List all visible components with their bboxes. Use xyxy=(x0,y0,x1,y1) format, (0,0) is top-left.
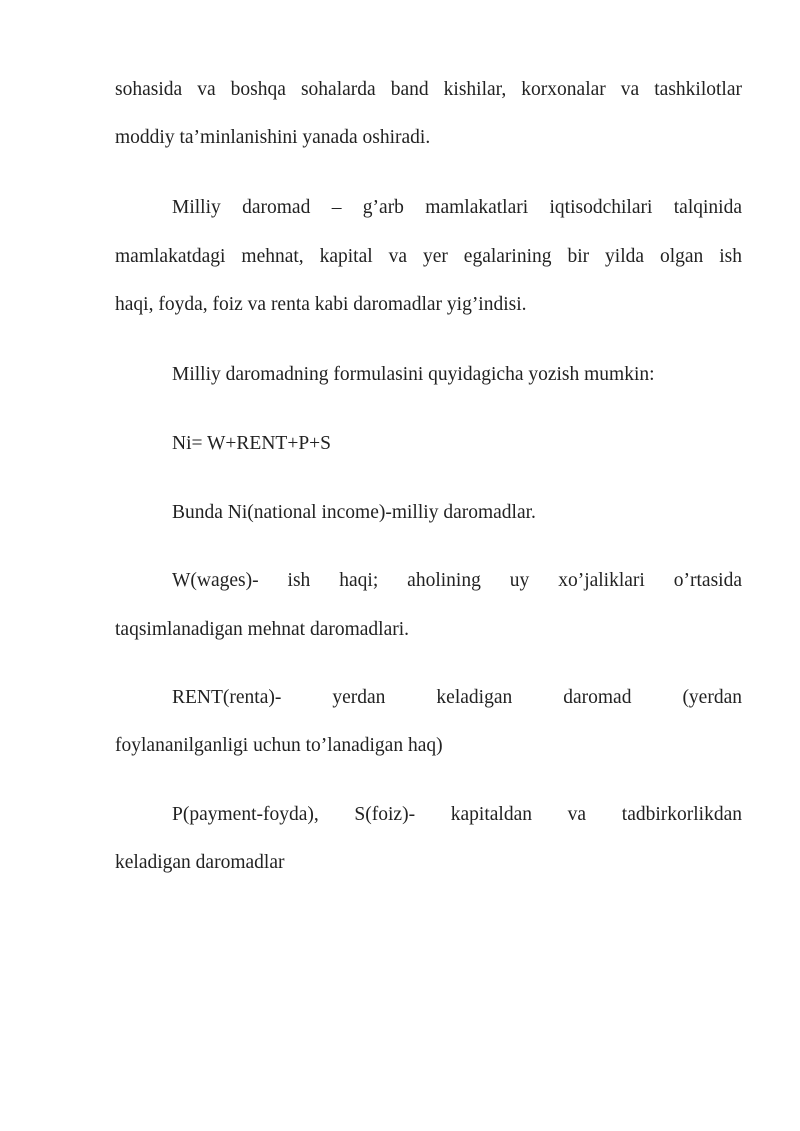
paragraph-8-line-2: keladigan daromadlar xyxy=(115,852,285,873)
paragraph-7-line-1: RENT(renta)- yerdan keladigan daromad (yerdan xyxy=(172,687,742,708)
paragraph-5-line-1: Bunda Ni(national income)-milliy daromadlar. xyxy=(172,502,536,523)
paragraph-7-line-2: foylananilganligi uchun to’lanadigan haq) xyxy=(115,735,443,756)
paragraph-6-line-1: W(wages)- ish haqi; aholining uy xo’jaliklari o’rtasida xyxy=(172,570,742,591)
paragraph-1-line-2: moddiy ta’minlanishini yanada oshiradi. xyxy=(115,127,431,148)
paragraph-2-line-2: mamlakatdagi mehnat, kapital va yer egalarining bir yilda olgan ish xyxy=(115,246,742,267)
paragraph-8-line-1: P(payment-foyda), S(foiz)- kapitaldan va tadbirkorlikdan xyxy=(172,804,742,825)
paragraph-3-line-1: Milliy daromadning formulasini quyidagicha yozish mumkin: xyxy=(172,364,655,385)
paragraph-1-line-1: sohasida va boshqa sohalarda band kishilar, korxonalar va tashkilotlar xyxy=(115,79,742,100)
formula-line: Ni= W+RENT+P+S xyxy=(172,433,332,454)
paragraph-6-line-2: taqsimlanadigan mehnat daromadlari. xyxy=(115,619,410,640)
paragraph-2-line-1: Milliy daromad – g’arb mamlakatlari iqtisodchilari talqinida xyxy=(172,197,742,218)
paragraph-2-line-3: haqi, foyda, foiz va renta kabi daromadlar yig’indisi. xyxy=(115,294,527,315)
